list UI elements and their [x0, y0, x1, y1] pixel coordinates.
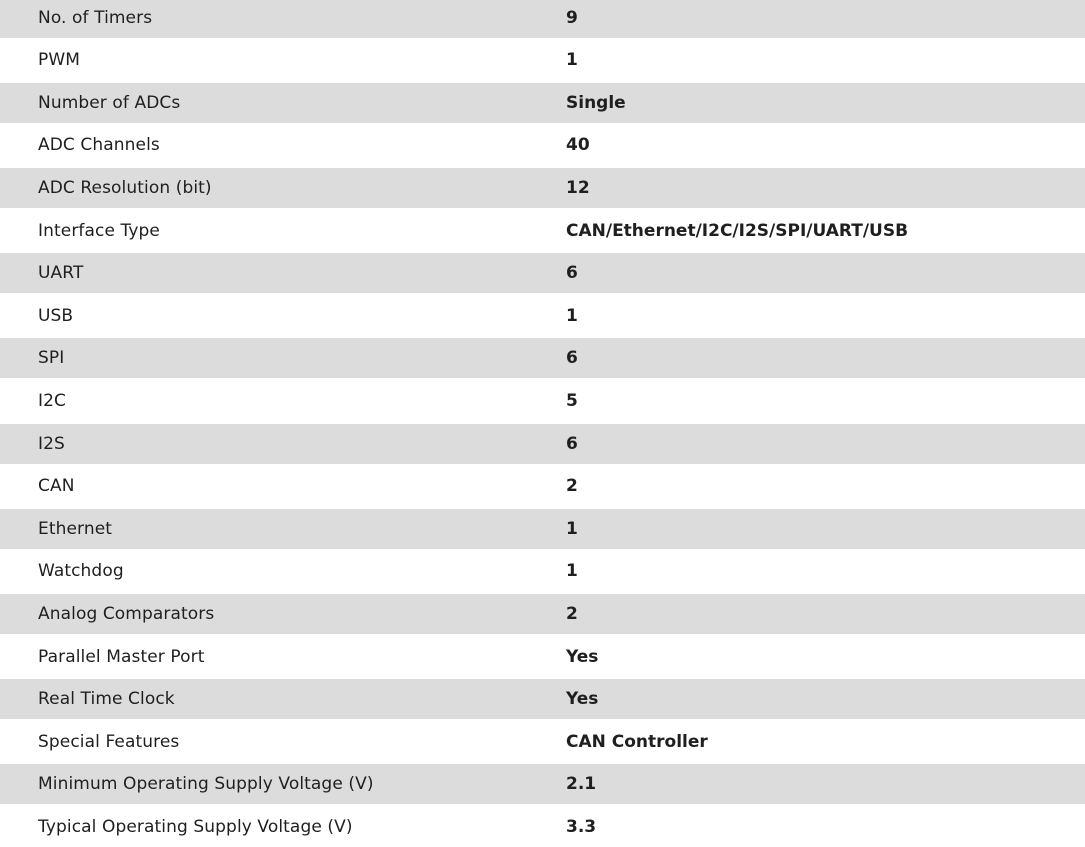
spec-label: Interface Type [38, 221, 160, 241]
spec-row [0, 253, 1085, 293]
spec-row [0, 381, 1085, 421]
spec-label: SPI [38, 348, 65, 368]
spec-label: ADC Resolution (bit) [38, 178, 212, 198]
spec-label: No. of Timers [38, 8, 153, 28]
spec-label: Number of ADCs [38, 93, 181, 113]
spec-value: 2 [566, 476, 578, 496]
spec-value: CAN Controller [566, 732, 708, 752]
spec-label: ADC Channels [38, 135, 160, 155]
spec-row [0, 679, 1085, 719]
spec-row [0, 0, 1085, 38]
spec-value: 2.1 [566, 774, 597, 794]
spec-row [0, 722, 1085, 762]
spec-label: Typical Operating Supply Voltage (V) [38, 817, 353, 837]
spec-label: Analog Comparators [38, 604, 215, 624]
spec-value: 1 [566, 50, 578, 70]
spec-value: 5 [566, 391, 578, 411]
spec-value: 6 [566, 263, 578, 283]
spec-label: Ethernet [38, 519, 113, 539]
spec-label: UART [38, 263, 84, 283]
spec-row [0, 764, 1085, 804]
spec-label: I2C [38, 391, 66, 411]
spec-value: 2 [566, 604, 578, 624]
spec-label: Watchdog [38, 561, 124, 581]
spec-value: 3.3 [566, 817, 597, 837]
spec-value: 9 [566, 8, 578, 28]
spec-label: USB [38, 306, 74, 326]
spec-row [0, 168, 1085, 208]
spec-row [0, 594, 1085, 634]
spec-row [0, 424, 1085, 464]
spec-value: 40 [566, 135, 590, 155]
spec-row [0, 551, 1085, 591]
spec-value: Yes [566, 647, 599, 667]
spec-label: Special Features [38, 732, 180, 752]
spec-row [0, 338, 1085, 378]
spec-value: Yes [566, 689, 599, 709]
spec-row [0, 83, 1085, 123]
spec-label: CAN [38, 476, 75, 496]
spec-label: Minimum Operating Supply Voltage (V) [38, 774, 374, 794]
spec-value: 6 [566, 434, 578, 454]
spec-label: I2S [38, 434, 65, 454]
spec-value: CAN/Ethernet/I2C/I2S/SPI/UART/USB [566, 221, 909, 241]
spec-value: Single [566, 93, 626, 113]
spec-row [0, 637, 1085, 677]
spec-value: 6 [566, 348, 578, 368]
spec-row [0, 509, 1085, 549]
spec-value: 1 [566, 561, 578, 581]
spec-row [0, 40, 1085, 80]
spec-value: 1 [566, 306, 578, 326]
spec-row [0, 466, 1085, 506]
spec-row [0, 211, 1085, 251]
spec-row [0, 807, 1085, 847]
spec-label: PWM [38, 50, 81, 70]
spec-row [0, 125, 1085, 165]
spec-row [0, 296, 1085, 336]
spec-label: Real Time Clock [38, 689, 175, 709]
spec-value: 12 [566, 178, 590, 198]
spec-value: 1 [566, 519, 578, 539]
spec-label: Parallel Master Port [38, 647, 205, 667]
